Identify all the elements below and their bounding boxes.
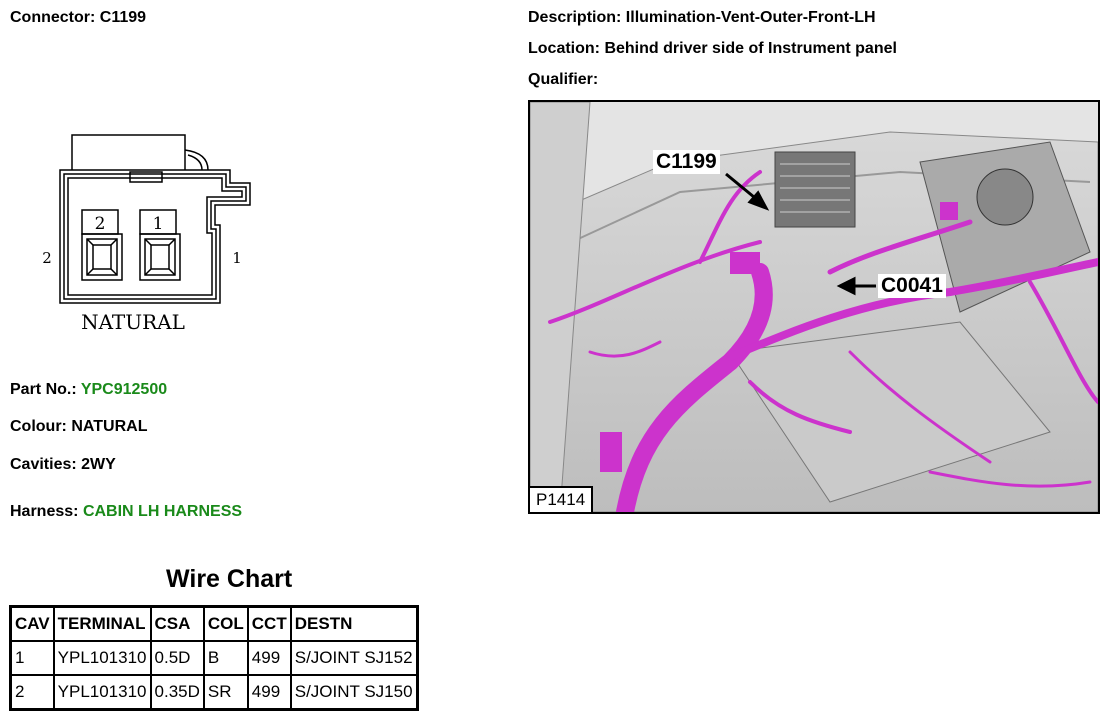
table-row	[11, 675, 417, 709]
colour-label: Colour:	[10, 418, 67, 435]
cell-col: B	[204, 641, 248, 675]
connector-label: Connector:	[10, 9, 96, 26]
cavities-line	[10, 456, 116, 474]
connector-face-diagram	[30, 125, 270, 340]
location-label: Location:	[528, 40, 600, 57]
cavity-1-number: 1	[152, 214, 164, 234]
side-label-left: 2	[42, 249, 52, 267]
cavities-value: 2WY	[81, 456, 116, 473]
connector-line	[10, 9, 146, 27]
cell-cct: 499	[248, 641, 291, 675]
col-header-csa: CSA	[151, 607, 204, 641]
side-label-right: 1	[232, 249, 242, 267]
part-no-label: Part No.:	[10, 381, 77, 398]
wire-chart-table	[9, 605, 419, 711]
vent-icon	[775, 152, 855, 227]
col-header-cav: CAV	[11, 607, 54, 641]
cell-csa: 0.35D	[151, 675, 204, 709]
table-header-row	[11, 607, 417, 641]
cavities-label: Cavities:	[10, 456, 77, 473]
col-header-cct: CCT	[248, 607, 291, 641]
colour-line	[10, 418, 147, 436]
dashboard-illustration	[530, 102, 1098, 512]
harness-link[interactable]: CABIN LH HARNESS	[82, 503, 243, 520]
location-value: Behind driver side of Instrument panel	[604, 40, 897, 57]
cell-destn: S/JOINT SJ152	[291, 641, 417, 675]
cavity-2-number: 2	[94, 214, 106, 234]
diagram-colour-text: NATURAL	[81, 310, 185, 334]
cell-terminal: YPL101310	[54, 675, 151, 709]
col-header-col: COL	[204, 607, 248, 641]
location-photo	[528, 100, 1100, 514]
location-line	[528, 40, 897, 58]
callout-c1199: C1199	[653, 150, 720, 174]
part-no-line	[10, 381, 167, 399]
cell-cct: 499	[248, 675, 291, 709]
harness-line	[10, 503, 242, 521]
description-line	[528, 9, 876, 27]
description-value: Illumination-Vent-Outer-Front-LH	[625, 9, 876, 26]
colour-value: NATURAL	[71, 418, 148, 435]
callout-c0041: C0041	[878, 274, 946, 298]
connector-housing-top	[72, 135, 185, 170]
cell-destn: S/JOINT SJ150	[291, 675, 417, 709]
cell-cav: 1	[11, 641, 54, 675]
description-label: Description:	[528, 9, 622, 26]
cell-cav: 2	[11, 675, 54, 709]
cell-csa: 0.5D	[151, 641, 204, 675]
col-header-terminal: TERMINAL	[54, 607, 151, 641]
plate-id: P1414	[530, 486, 593, 512]
harness-label: Harness:	[10, 503, 79, 520]
part-no-link[interactable]: YPC912500	[80, 381, 168, 398]
cell-col: SR	[204, 675, 248, 709]
table-row	[11, 641, 417, 675]
qualifier-line	[528, 71, 598, 89]
connector-value: C1199	[99, 9, 147, 26]
wire-chart-title: Wire Chart	[166, 565, 293, 593]
col-header-destn: DESTN	[291, 607, 417, 641]
qualifier-label: Qualifier:	[528, 71, 599, 88]
cell-terminal: YPL101310	[54, 641, 151, 675]
